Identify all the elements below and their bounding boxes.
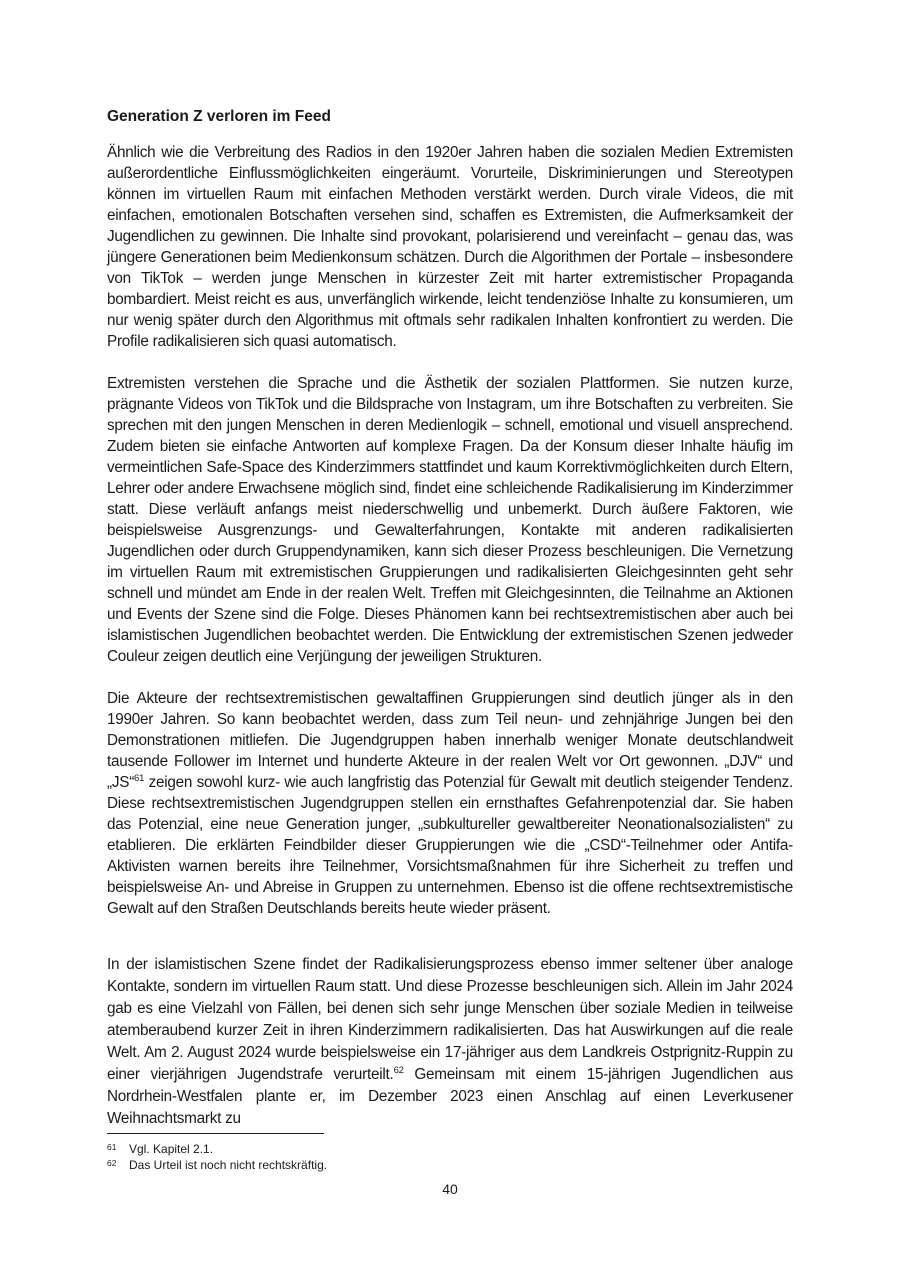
footnote-text: Vgl. Kapitel 2.1. (129, 1142, 214, 1156)
paragraph-3 (107, 688, 793, 919)
page-number: 40 (442, 1181, 458, 1197)
footnote-ref-62[interactable]: 62 (393, 1064, 404, 1076)
footnotes (107, 1141, 793, 1173)
paragraph-4-text-a: In der islamistischen Szene findet der Radikalisierungsprozess ebenso immer seltener über analoge Kontakte, sondern im virtuellen Raum statt. Und diese Prozesse beschleunigen sich. Allein im Jahr 2024 gab es eine Vielzahl von Fällen, bei denen sich sehr junge Menschen über soziale Medien in teilweise atemberaubend kurzer Zeit in ihren Kinderzimmern radikalisierten. Das hat Auswirkungen auf die reale Welt. Am 2. August 2024 wurde beispielsweise ein 17-jähriger aus dem Landkreis Ostprignitz-Ruppin zu einer vierjährigen Jugendstrafe verurteilt. (107, 956, 793, 1083)
footnote-number: 62 (107, 1158, 117, 1168)
footnote-separator (107, 1133, 324, 1134)
paragraph-2: Extremisten verstehen die Sprache und die Ästhetik der sozialen Plattformen. Sie nutzen kurze, prägnante Videos von TikTok und die Bildsprache von Instagram, um ihre Botschaften zu verbreiten. Sie sprechen mit den jungen Menschen in deren Medienlogik – schnell, emotional und visuell ansprechend. Zudem bieten sie einfache Antworten auf komplexe Fragen. Da der Konsum dieser Inhalte häufig im vermeintlichen Safe-Space des Kinderzimmers stattfindet und kaum Korrektivmöglichkeiten durch Eltern, Lehrer oder andere Erwachsene möglich sind, findet eine schleichende Radikalisierung im Kinderzimmer statt. Diese verläuft anfangs meist niederschwellig und unbemerkt. Durch äußere Faktoren, wie beispielsweise Ausgrenzungs- und Gewalterfahrungen, Kontakte mit anderen radikalisierten Jugendlichen oder durch Gruppendynamiken, kann sich dieser Prozess beschleunigen. Die Vernetzung im virtuellen Raum mit extremistischen Gruppierungen und radikalisierten Gleichgesinnten geht sehr schnell und mündet am Ende in der realen Welt. Treffen mit Gleichgesinnten, die Teilnahme an Aktionen und Events der Szene sind die Folge. Dieses Phänomen kann bei rechtsextremistischen aber auch bei islamistischen Jugendlichen beobachtet werden. Die Entwicklung der extremistischen Szenen jedweder Couleur zeigen deutlich eine Verjüngung der jeweiligen Strukturen. (107, 375, 793, 665)
paragraph-3-text-a: Die Akteure der rechtsextremistischen gewaltaffinen Gruppierungen sind deutlich jünger als in den 1990er Jahren. So kann beobachtet werden, dass zum Teil neun- und zehnjährige Jungen bei den Demonstrationen mitliefen. Die Jugendgruppen haben innerhalb weniger Monate deutschlandweit tausende Follower im Internet und hunderte Akteure in der realen Welt vor Ort gewonnen. „DJV“ und „JS“ (107, 690, 793, 791)
section-heading: Generation Z verloren im Feed (107, 108, 331, 125)
footnote-text: Das Urteil ist noch nicht rechtskräftig. (129, 1158, 328, 1172)
page-body (107, 106, 793, 1130)
footnote-number: 61 (107, 1142, 117, 1152)
paragraph-4 (107, 954, 793, 1130)
paragraph-3-text-b: zeigen sowohl kurz- wie auch langfristig das Potenzial für Gewalt mit deutlich steigender Tendenz. Diese rechtsextremistischen Jugendgruppen stellen ein ernsthaftes Gefahrenpotenzial dar. Sie haben das Potenzial, eine neue Generation junger, „subkultureller gewaltbereiter Neonationalsozialisten“ zu etablieren. Die erklärten Feindbilder dieser Gruppierungen wie die „CSD“-Teilnehmer oder Antifa-Aktivisten warnen bereits ihre Teilnehmer, Vorsichtsmaßnahmen für ihre Sicherheit zu treffen und beispielsweise An- und Abreise in Gruppen zu unternehmen. Ebenso ist die offene rechtsextremistische Gewalt auf den Straßen Deutschlands bereits heute wieder präsent. (107, 774, 793, 917)
paragraph-1: Ähnlich wie die Verbreitung des Radios in den 1920er Jahren haben die sozialen Medien Extremisten außerordentliche Einflussmöglichkeiten eingeräumt. Vorurteile, Diskriminierungen und Stereotypen können im virtuellen Raum mit einfachen Methoden verstärkt werden. Durch virale Videos, die mit einfachen, emotionalen Botschaften versehen sind, schaffen es Extremisten, die Aufmerksamkeit der Jugendlichen zu gewinnen. Die Inhalte sind provokant, polarisierend und vereinfacht – genau das, was jüngere Generationen beim Medienkonsum schätzen. Durch die Algorithmen der Portale – insbesondere von TikTok – werden junge Menschen in kürzester Zeit mit harter extremistischer Propaganda bombardiert. Meist reicht es aus, unverfänglich wirkende, leicht tendenziöse Inhalte zu konsumieren, um nur wenig später durch den Algorithmus mit oftmals sehr radikalen Inhalten konfrontiert zu werden. Die Profile radikalisieren sich quasi automatisch. (107, 144, 793, 350)
footnote-62 (107, 1157, 793, 1173)
footnote-61 (107, 1141, 793, 1157)
paragraph-4-text-b: Gemeinsam mit einem 15-jährigen Jugendlichen aus Nordrhein-Westfalen plante er, im Dezember 2023 einen Anschlag auf einen Leverkusener Weihnachtsmarkt zu (107, 1066, 793, 1127)
footnote-ref-61[interactable]: 61 (134, 772, 145, 784)
